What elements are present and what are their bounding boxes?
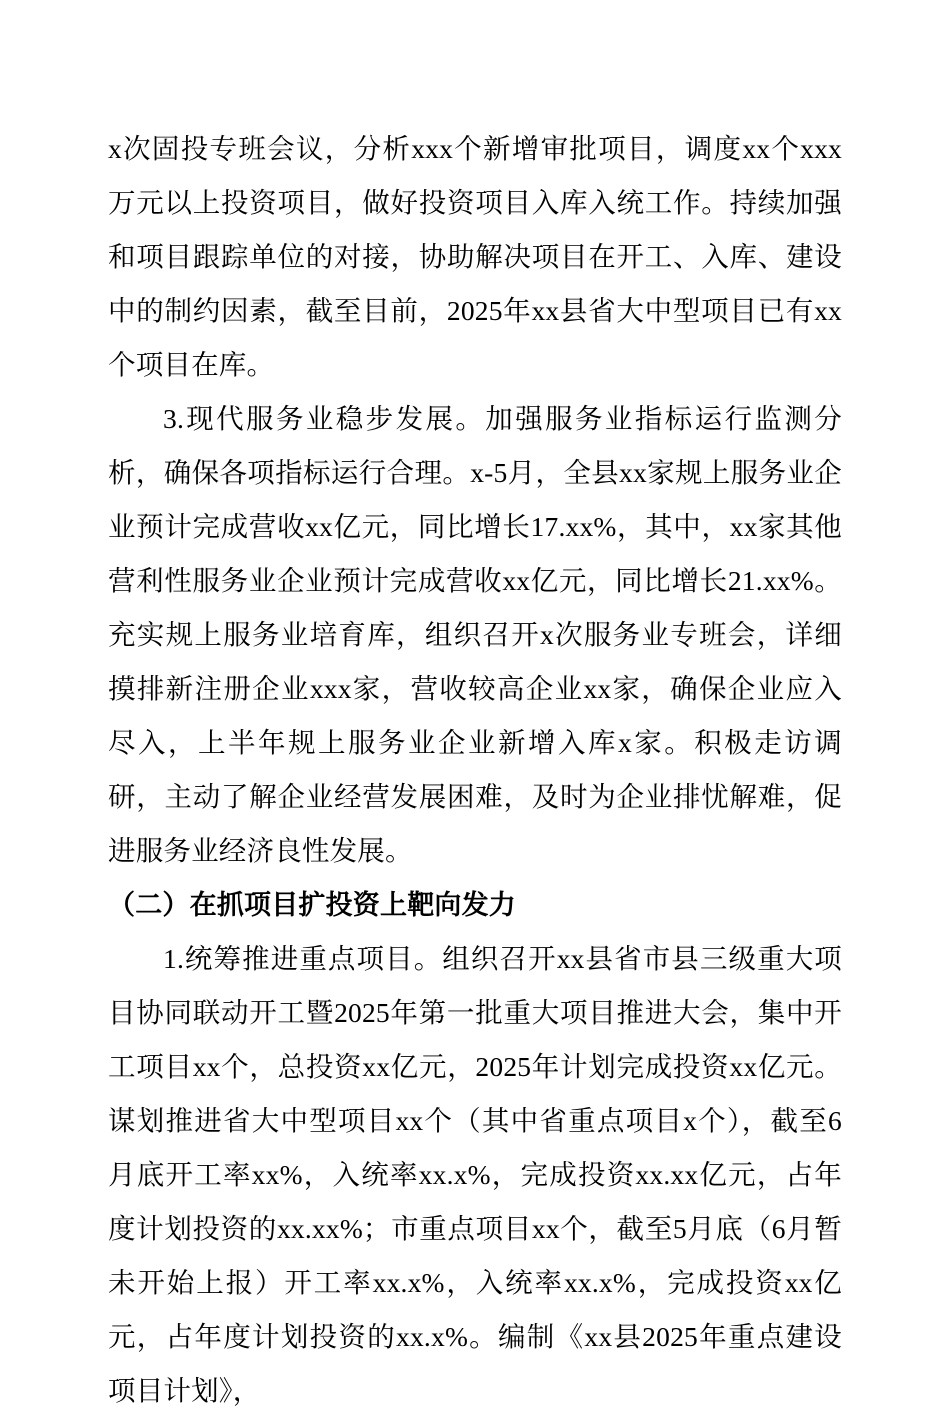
section-heading-two: （二）在抓项目扩投资上靶向发力 xyxy=(108,890,516,920)
paragraph-modern-services: 3.现代服务业稳步发展。加强服务业指标运行监测分析，确保各项指标运行合理。x-5月，全县xx家规上服务业企业预计完成营收xx亿元，同比增长17.xx%，其中，xx家其他营利性服务业企业预计完成营收xx亿元，同比增长21.xx%。充实规上服务业培育库，组织召开x次服务业专班会，详细摸排新注册企业xxx家，营收较高企业xx家，确保企业应入尽入，上半年规上服务业企业新增入库x家。积极走访调研，主动了解企业经营发展困难，及时为企业排忧解难，促进服务业经济良性发展。 xyxy=(108,403,842,866)
paragraph-continuation: x次固投专班会议，分析xxx个新增审批项目，调度xx个xxx万元以上投资项目，做好投资项目入库入统工作。持续加强和项目跟踪单位的对接，协助解决项目在开工、入库、建设中的制约因素，截至目前，2025年xx县省大中型项目已有xx个项目在库。 xyxy=(108,133,842,380)
paragraph-key-projects: 1.统筹推进重点项目。组织召开xx县省市县三级重大项目协同联动开工暨2025年第一批重大项目推进大会，集中开工项目xx个，总投资xx亿元，2025年计划完成投资xx亿元。谋划推进省大中型项目xx个（其中省重点项目x个），截至6月底开工率xx%，入统率xx.x%，完成投资xx.xx亿元，占年度计划投资的xx.xx%；市重点项目xx个，截至5月底（6月暂未开始上报）开工率xx.x%，入统率xx.x%，完成投资xx亿元，占年度计划投资的xx.x%。编制《xx县2025年重点建设项目计划》， xyxy=(108,943,842,1406)
document-body xyxy=(108,122,842,1418)
